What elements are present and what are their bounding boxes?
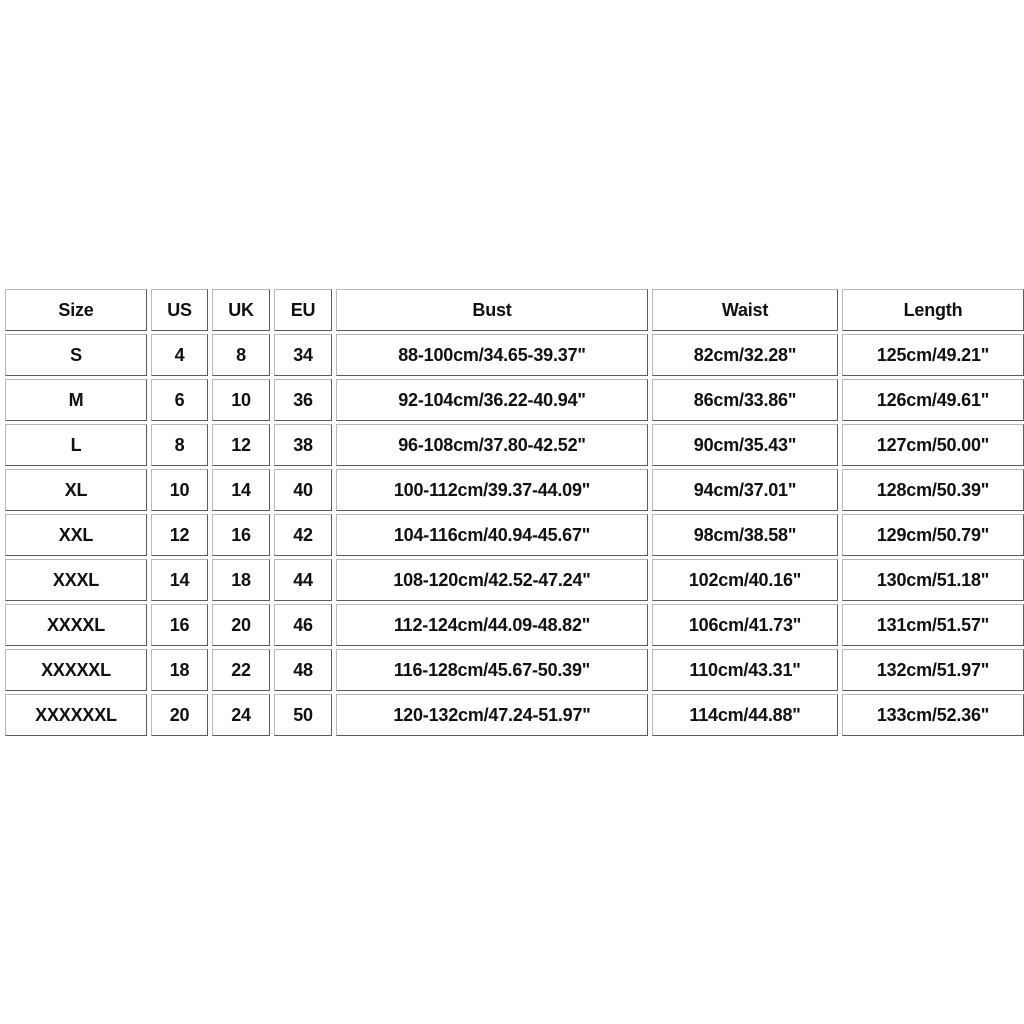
- cell-length: 132cm/51.97": [842, 649, 1024, 691]
- cell-size: XXXXL: [5, 604, 147, 646]
- cell-length: 129cm/50.79": [842, 514, 1024, 556]
- cell-uk: 14: [212, 469, 270, 511]
- cell-uk: 20: [212, 604, 270, 646]
- cell-waist: 94cm/37.01": [652, 469, 838, 511]
- cell-bust: 108-120cm/42.52-47.24": [336, 559, 648, 601]
- cell-uk: 12: [212, 424, 270, 466]
- cell-us: 18: [151, 649, 208, 691]
- cell-eu: 36: [274, 379, 332, 421]
- cell-length: 127cm/50.00": [842, 424, 1024, 466]
- cell-bust: 96-108cm/37.80-42.52": [336, 424, 648, 466]
- header-uk: UK: [212, 289, 270, 331]
- cell-bust: 88-100cm/34.65-39.37": [336, 334, 648, 376]
- cell-us: 16: [151, 604, 208, 646]
- cell-eu: 46: [274, 604, 332, 646]
- cell-us: 4: [151, 334, 208, 376]
- cell-bust: 104-116cm/40.94-45.67": [336, 514, 648, 556]
- cell-waist: 102cm/40.16": [652, 559, 838, 601]
- cell-size: XXXXXL: [5, 649, 147, 691]
- cell-length: 126cm/49.61": [842, 379, 1024, 421]
- table-row: [5, 469, 1024, 511]
- cell-size: XXL: [5, 514, 147, 556]
- table-row: [5, 559, 1024, 601]
- table-row: [5, 604, 1024, 646]
- size-chart-table: [1, 286, 1024, 739]
- cell-size: XXXXXXL: [5, 694, 147, 736]
- cell-eu: 44: [274, 559, 332, 601]
- cell-eu: 40: [274, 469, 332, 511]
- cell-uk: 24: [212, 694, 270, 736]
- cell-uk: 8: [212, 334, 270, 376]
- cell-bust: 120-132cm/47.24-51.97": [336, 694, 648, 736]
- cell-size: XL: [5, 469, 147, 511]
- header-length: Length: [842, 289, 1024, 331]
- cell-eu: 38: [274, 424, 332, 466]
- cell-eu: 48: [274, 649, 332, 691]
- cell-size: XXXL: [5, 559, 147, 601]
- header-eu: EU: [274, 289, 332, 331]
- cell-eu: 34: [274, 334, 332, 376]
- header-waist: Waist: [652, 289, 838, 331]
- table-row: [5, 334, 1024, 376]
- cell-uk: 10: [212, 379, 270, 421]
- header-row: [5, 289, 1024, 331]
- cell-waist: 98cm/38.58": [652, 514, 838, 556]
- cell-uk: 18: [212, 559, 270, 601]
- cell-bust: 112-124cm/44.09-48.82": [336, 604, 648, 646]
- cell-length: 131cm/51.57": [842, 604, 1024, 646]
- cell-waist: 114cm/44.88": [652, 694, 838, 736]
- cell-waist: 82cm/32.28": [652, 334, 838, 376]
- table-row: [5, 379, 1024, 421]
- cell-waist: 86cm/33.86": [652, 379, 838, 421]
- cell-waist: 106cm/41.73": [652, 604, 838, 646]
- cell-length: 130cm/51.18": [842, 559, 1024, 601]
- cell-eu: 50: [274, 694, 332, 736]
- header-size: Size: [5, 289, 147, 331]
- cell-eu: 42: [274, 514, 332, 556]
- header-bust: Bust: [336, 289, 648, 331]
- cell-us: 6: [151, 379, 208, 421]
- cell-us: 14: [151, 559, 208, 601]
- cell-length: 133cm/52.36": [842, 694, 1024, 736]
- table-row: [5, 649, 1024, 691]
- header-us: US: [151, 289, 208, 331]
- cell-bust: 100-112cm/39.37-44.09": [336, 469, 648, 511]
- cell-waist: 90cm/35.43": [652, 424, 838, 466]
- cell-length: 125cm/49.21": [842, 334, 1024, 376]
- table-row: [5, 514, 1024, 556]
- cell-length: 128cm/50.39": [842, 469, 1024, 511]
- cell-size: M: [5, 379, 147, 421]
- cell-bust: 92-104cm/36.22-40.94": [336, 379, 648, 421]
- cell-us: 12: [151, 514, 208, 556]
- cell-us: 8: [151, 424, 208, 466]
- cell-us: 20: [151, 694, 208, 736]
- cell-size: S: [5, 334, 147, 376]
- cell-uk: 22: [212, 649, 270, 691]
- cell-us: 10: [151, 469, 208, 511]
- cell-size: L: [5, 424, 147, 466]
- cell-bust: 116-128cm/45.67-50.39": [336, 649, 648, 691]
- cell-waist: 110cm/43.31": [652, 649, 838, 691]
- cell-uk: 16: [212, 514, 270, 556]
- table-row: [5, 424, 1024, 466]
- table-row: [5, 694, 1024, 736]
